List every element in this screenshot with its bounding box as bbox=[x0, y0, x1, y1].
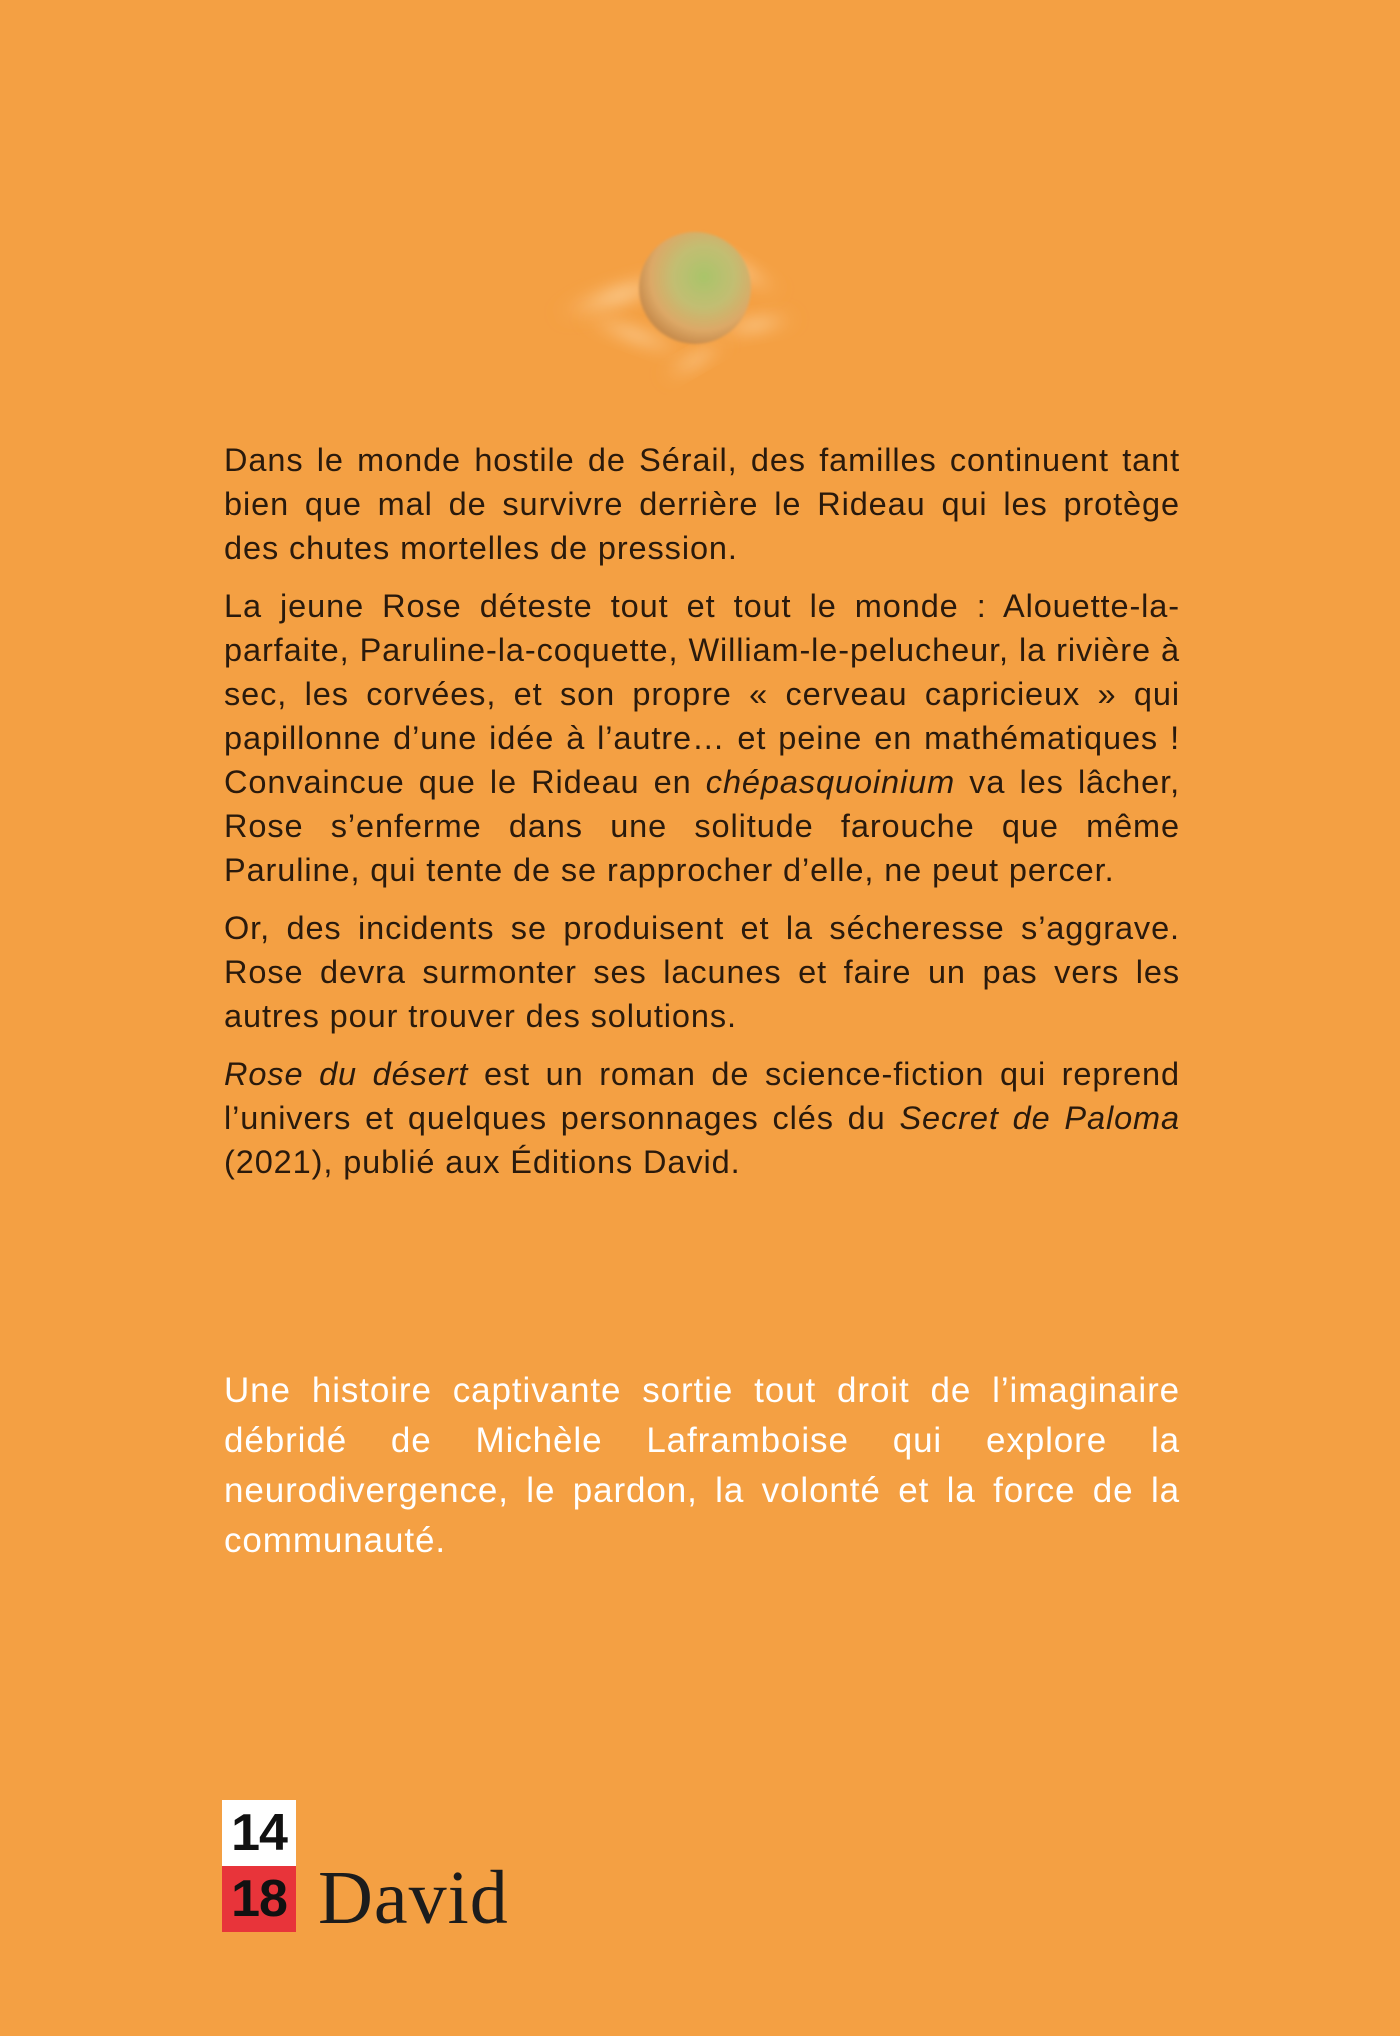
age-badge-bottom: 18 bbox=[222, 1866, 296, 1932]
summary-paragraph-1: Dans le monde hostile de Sérail, des familles continuent tant bien que mal de survivre derrière le Rideau qui les protège des chutes mortelles de pression. bbox=[224, 442, 1180, 566]
summary-paragraph-4 bbox=[224, 1052, 1180, 1184]
summary-paragraph-2-italic: chépasquoinium bbox=[705, 764, 956, 800]
summary-paragraph-2-part-a: La jeune Rose déteste tout et tout le monde : Alouette-la-parfaite, Paruline-la-coquette, William-le-pelucheur, la rivière à sec, les corvées, et son propre « cerveau capricieux » qui papillonne d’une idée à l’autre… et peine en mathématiques ! Convaincue que le Rideau en bbox=[224, 588, 1180, 800]
age-badge-top: 14 bbox=[222, 1800, 296, 1866]
publisher-logo: David bbox=[318, 1856, 509, 1940]
previous-book-title-italic: Secret de Paloma bbox=[899, 1100, 1180, 1136]
tagline: Une histoire captivante sortie tout droit de l’imaginaire débridé de Michèle Laframboise qui explore la neurodivergence, le pardon, la volonté et la force de la communauté. bbox=[224, 1371, 1180, 1560]
summary-paragraph-4-part-a: est un roman de science-fiction qui reprend l’univers et quelques personnages clés du bbox=[224, 1056, 1181, 1136]
summary-text bbox=[224, 438, 1180, 1198]
book-title-italic: Rose du désert bbox=[224, 1056, 469, 1092]
summary-paragraph-2 bbox=[224, 584, 1180, 892]
summary-paragraph-2-part-b: va les lâcher, Rose s’enferme dans une solitude farouche que même Paruline, qui tente de se rapprocher d’elle, ne peut percer. bbox=[224, 764, 1180, 888]
age-badge bbox=[222, 1800, 296, 1932]
planet-icon bbox=[540, 200, 820, 400]
summary-paragraph-4-part-b: (2021), publié aux Éditions David. bbox=[224, 1144, 741, 1180]
planet-illustration bbox=[540, 200, 820, 400]
summary-paragraph-3: Or, des incidents se produisent et la sécheresse s’aggrave. Rose devra surmonter ses lacunes et faire un pas vers les autres pour trouver des solutions. bbox=[224, 910, 1180, 1034]
